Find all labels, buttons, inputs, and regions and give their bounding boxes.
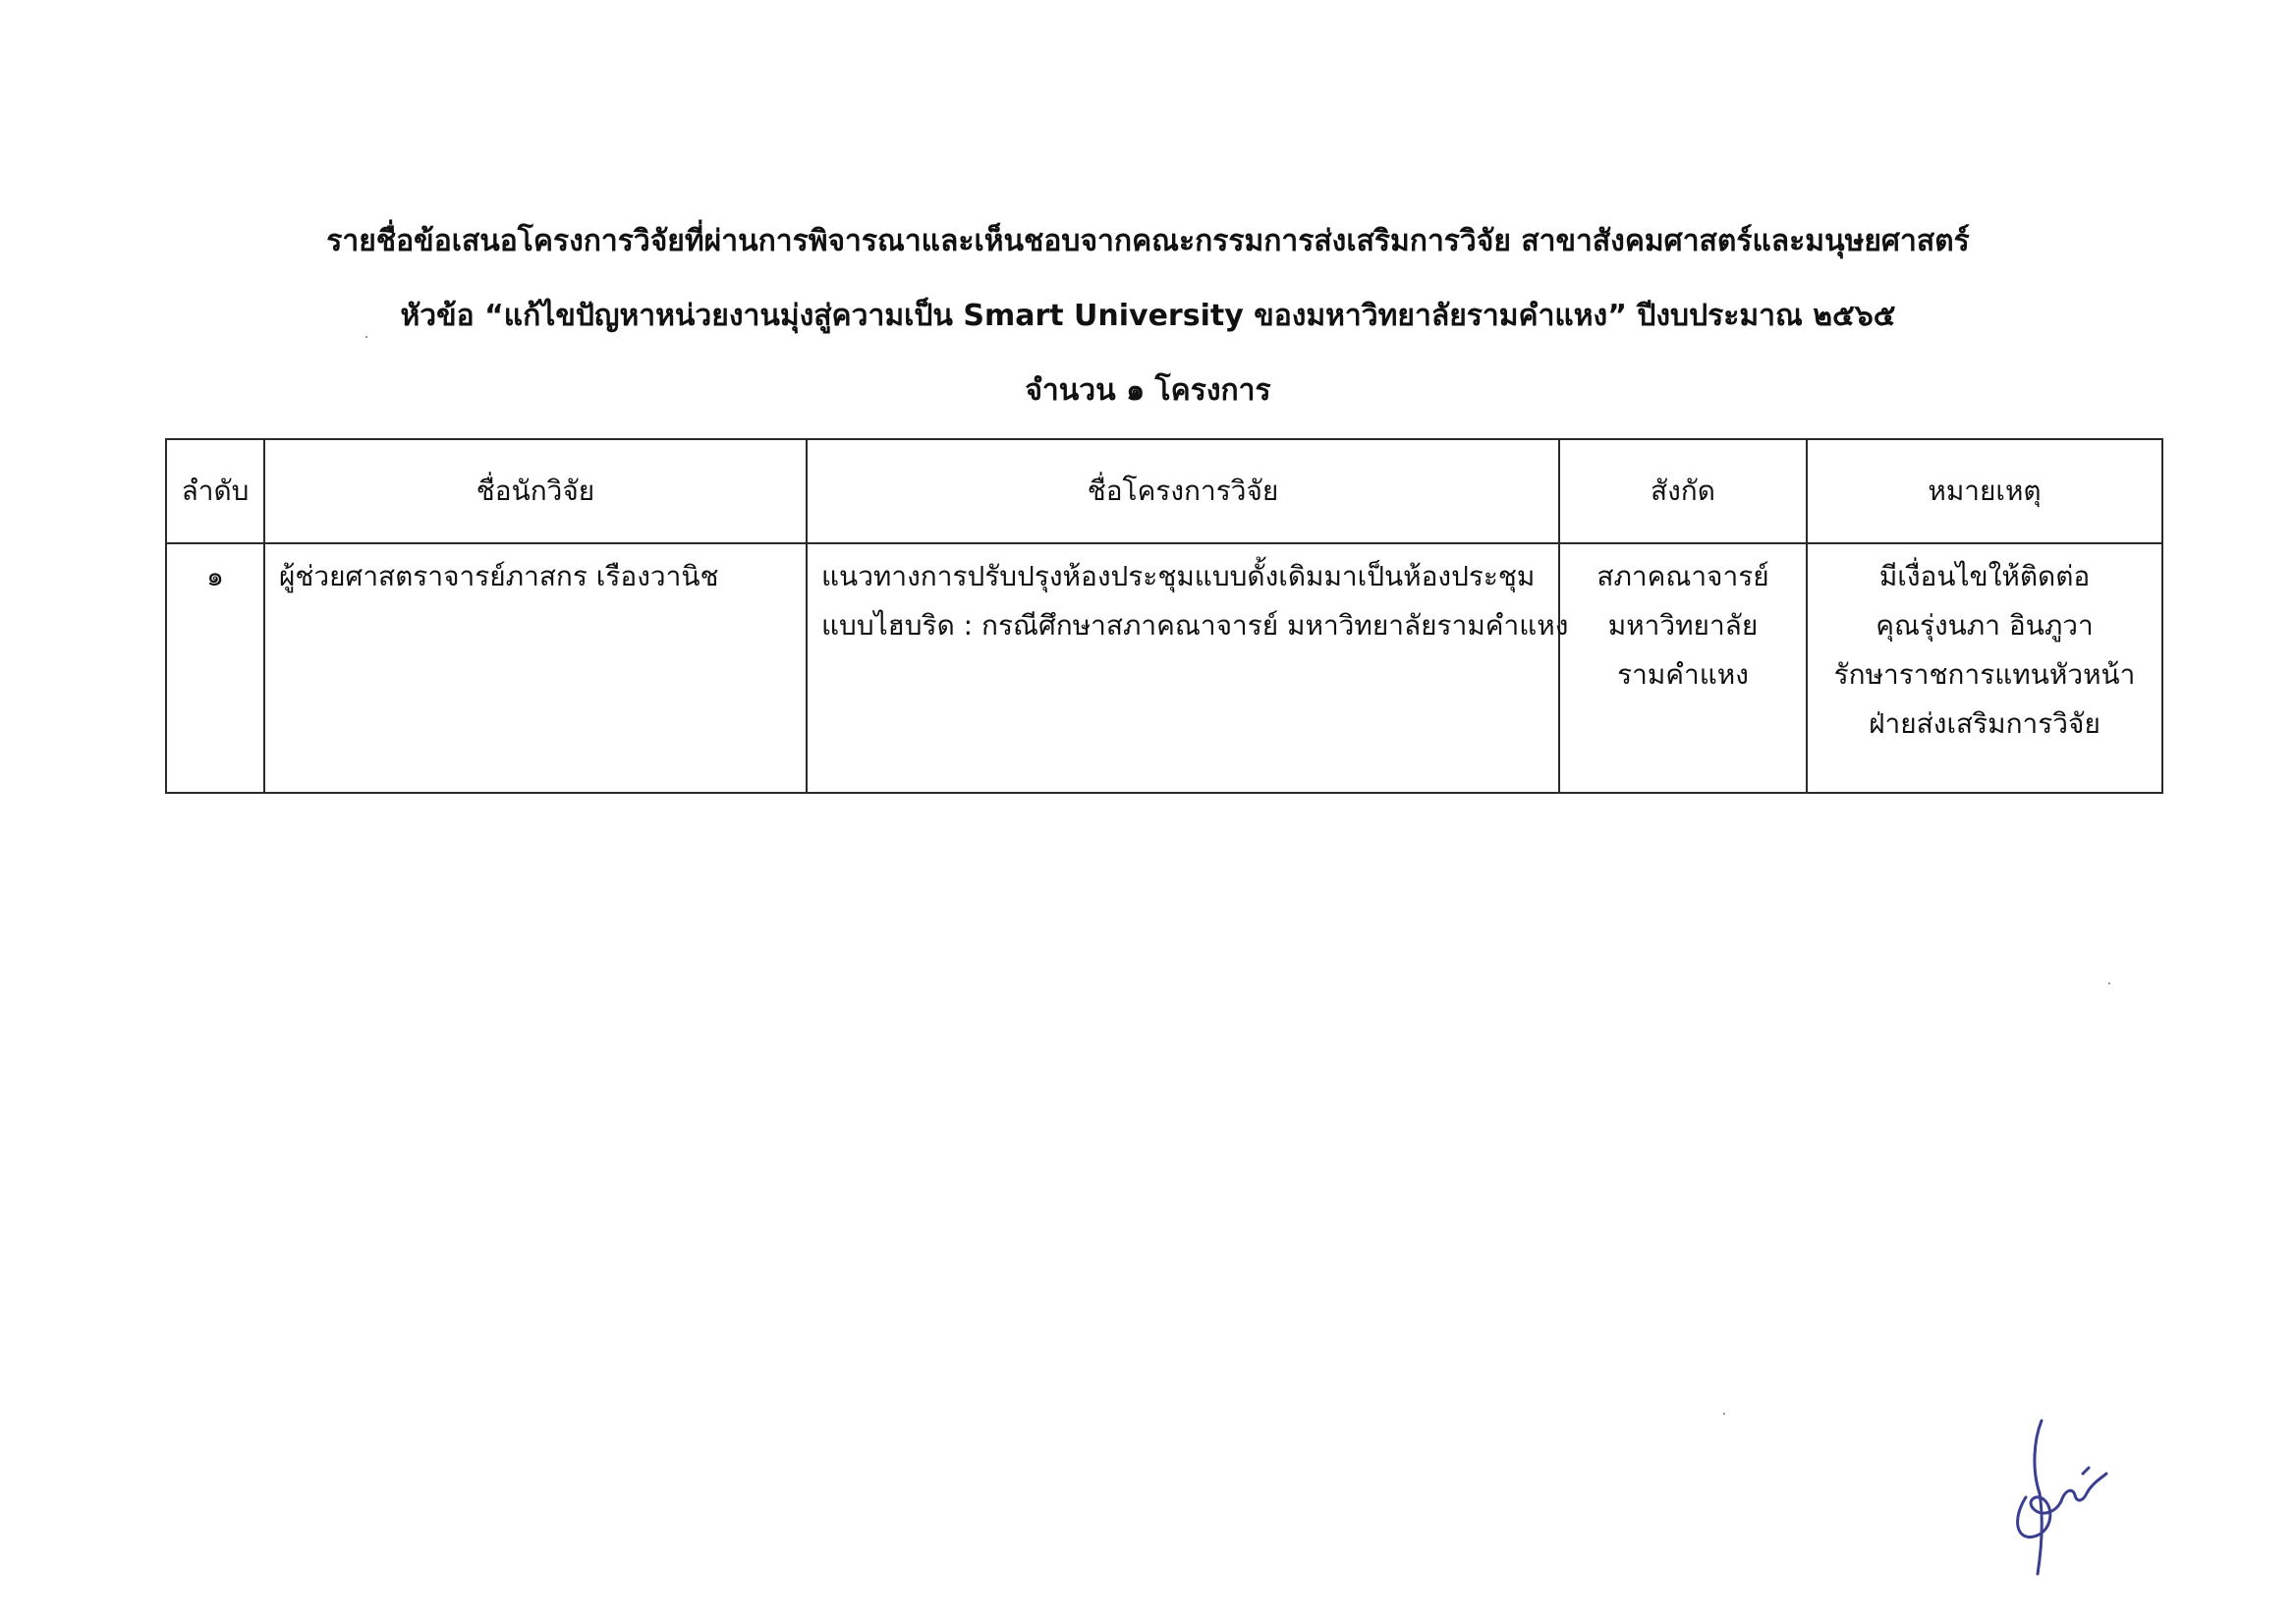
research-project-table xyxy=(165,438,2163,794)
cell-project xyxy=(807,543,1569,793)
project-title-line: แบบไฮบริด : กรณีศึกษาสภาคณาจารย์ มหาวิทยาลัยรามคำแหง xyxy=(821,609,1569,642)
cell-researcher xyxy=(264,543,807,793)
document-subtitle: หัวข้อ “แก้ไขปัญหาหน่วยงานมุ่งสู่ความเป็น Smart University ของมหาวิทยาลัยรามคำแหง” ปีงบประมาณ ๒๕๖๕ xyxy=(400,299,1896,333)
header-project: ชื่อโครงการวิจัย xyxy=(807,439,1559,543)
cell-no xyxy=(166,543,264,793)
affiliation-line: สภาคณาจารย์ xyxy=(1596,560,1769,592)
remark-line: มีเงื่อนไขให้ติดต่อ xyxy=(1878,560,2091,592)
remark-line: คุณรุ่งนภา อินภูวา xyxy=(1876,609,2094,642)
table-row xyxy=(166,543,2162,793)
table-header-row xyxy=(166,439,2162,543)
cell-affiliation xyxy=(1559,543,1807,793)
document-title: รายชื่อข้อเสนอโครงการวิจัยที่ผ่านการพิจารณาและเห็นชอบจากคณะกรรมการส่งเสริมการวิจัย สาขาสังคมศาสตร์และมนุษยศาสตร์ xyxy=(326,224,1970,258)
header-no: ลำดับ xyxy=(166,439,264,543)
affiliation-line: รามคำแหง xyxy=(1617,658,1749,691)
scan-speck xyxy=(365,336,367,338)
handwritten-signature-icon xyxy=(2004,1411,2112,1578)
scan-speck xyxy=(2108,982,2110,984)
remark-line: ฝ่ายส่งเสริมการวิจัย xyxy=(1869,707,2100,740)
researcher-name: ผู้ช่วยศาสตราจารย์ภาสกร เรืองวานิช xyxy=(279,560,719,592)
remark-line: รักษาราชการแทนหัวหน้า xyxy=(1833,658,2136,691)
row-number: ๑ xyxy=(206,560,224,592)
scan-speck xyxy=(1723,1413,1725,1415)
header-affiliation: สังกัด xyxy=(1559,439,1807,543)
header-researcher: ชื่อนักวิจัย xyxy=(264,439,807,543)
header-remark: หมายเหตุ xyxy=(1807,439,2162,543)
project-title-line: แนวทางการปรับปรุงห้องประชุมแบบดั้งเดิมมาเป็นห้องประชุม xyxy=(821,560,1536,592)
affiliation-line: มหาวิทยาลัย xyxy=(1607,609,1759,642)
cell-remark xyxy=(1807,543,2162,793)
project-count: จำนวน ๑ โครงการ xyxy=(1025,373,1271,408)
